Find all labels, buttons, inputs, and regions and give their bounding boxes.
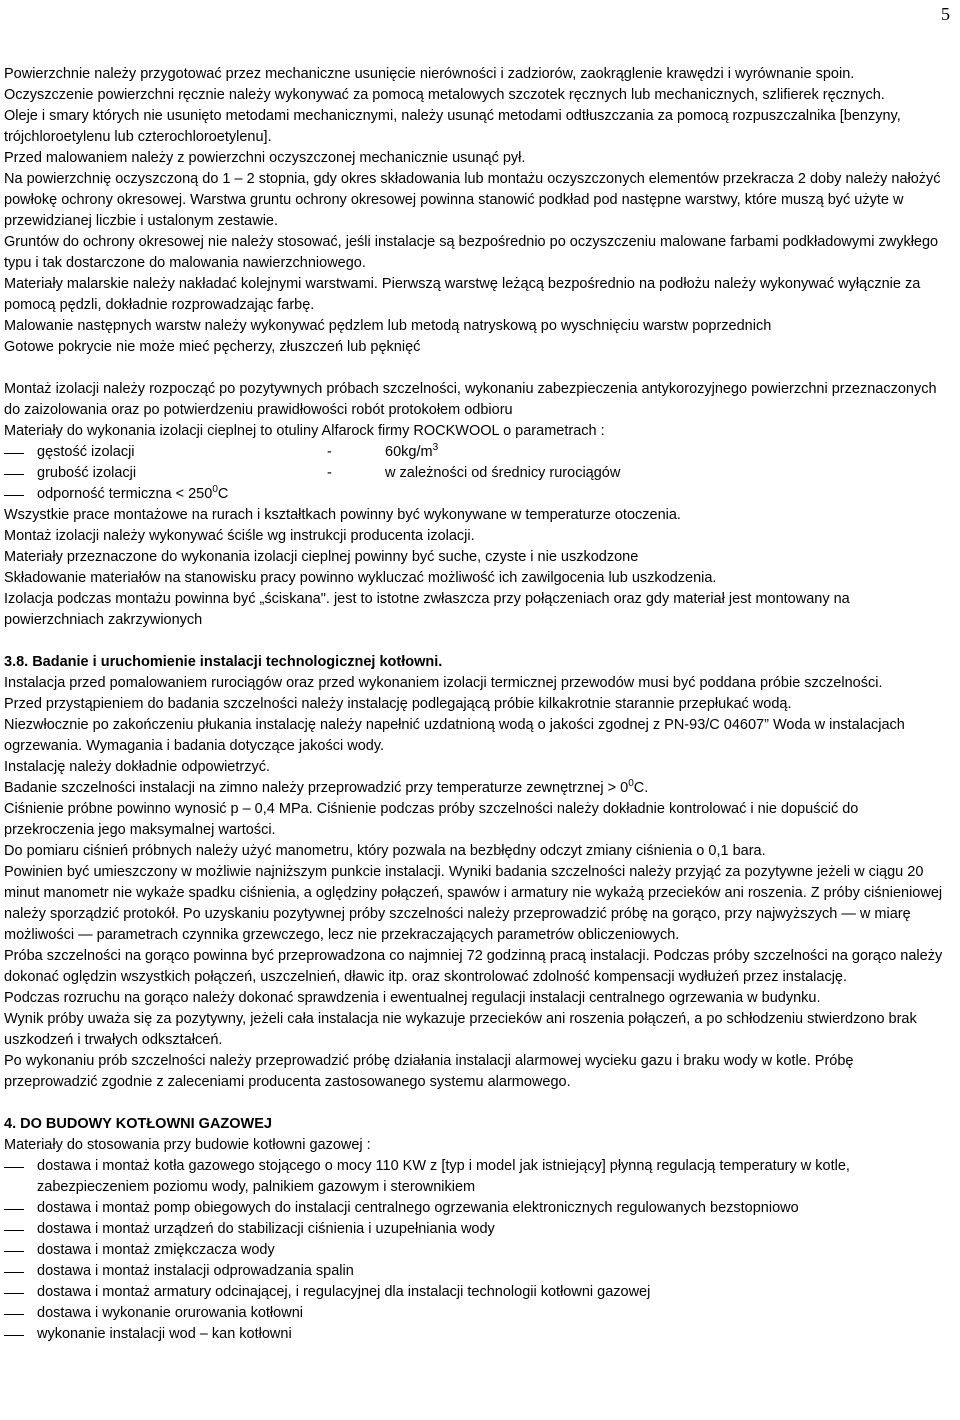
section-4 [4,1114,944,1345]
param-name: grubość izolacji [37,465,137,481]
spacer [4,358,944,379]
paragraph: Ciśnienie próbne powinno wynosić p – 0,4 MPa. Ciśnienie podczas próby szczelności należy dokładnie kontrolować i nie dopuścić do przekroczenia jego maksymalnej wartości. [4,801,859,838]
document-body [4,64,944,1345]
section-heading: 4. DO BUDOWY KOTŁOWNI GAZOWEJ [4,1116,272,1132]
param-superscript: 0 [212,484,218,496]
paragraph: Niezwłocznie po zakończeniu płukania instalację należy napełnić uzdatnioną wodą o jakości zgodnej z PN-93/C 04607” Woda w instalacjach ogrzewania. Wymagania i badania dotyczące jakości wody. [4,717,905,754]
paragraph: Powinien być umieszczony w możliwie najniższym punkcie instalacji. Wyniki badania szczelności należy przyjąć za pozytywne jeżeli w ciągu 20 minut manometr nie wykaże spadku ciśnienia, a oględziny połączeń, spawów i armatury nie wykażą przecieków ani roszenia. Z próby ciśnieniowej należy sporządzić protokół. Po uzyskaniu pozytywnej próby szczelności należy przeprowadzić próbę na gorąco, przy najwyższych — w miarę możliwości — parametrach czynnika grzewczego, lecz nie przekraczających parametrów obliczeniowych. [4,864,943,943]
paragraph: Próba szczelności na gorąco powinna być przeprowadzona co najmniej 72 godzinną pracą instalacji. Podczas próby szczelności na gorąco należy dokonać oględzin wszystkich połączeń, uszczelnień, dławic itp. oraz skontrolować zdolność kompensacji wydłużeń przez instalację. [4,948,943,985]
paragraph: Oczyszczenie powierzchni ręcznie należy wykonywać za pomocą metalowych szczotek ręcznych lub mechanicznych, szlifierek ręcznych. [4,87,885,103]
paragraph: Materiały przeznaczone do wykonania izolacji cieplnej powinny być suche, czyste i nie uszkodzone [4,549,639,565]
paragraph: Montaż izolacji należy wykonywać ściśle wg instrukcji producenta izolacji. [4,528,475,544]
spacer [4,1093,944,1114]
param-thermal [4,484,944,505]
insulation-section [4,379,944,631]
paragraph [4,778,944,799]
materials-list [4,1156,944,1345]
param-thickness [4,463,944,484]
paragraph: Przed malowaniem należy z powierzchni oczyszczonej mechanicznie usunąć pył. [4,150,526,166]
list-item: dostawa i montaż pomp obiegowych do instalacji centralnego ogrzewania elektronicznych regulowanych bezstopniowo [4,1198,944,1219]
list-item: dostawa i montaż kotła gazowego stojącego o mocy 110 KW z [typ i model jak istniejący] płynną regulacją temperatury w kotle, zabezpieczeniem poziomu wody, palnikiem gazowym i sterownikiem [4,1156,944,1198]
paragraph: Instalację należy dokładnie odpowietrzyć. [4,759,270,775]
paragraph: Gotowe pokrycie nie może mieć pęcherzy, złuszczeń lub pęknięć [4,339,421,355]
superscript: 0 [628,778,634,790]
test-temperature-text: Badanie szczelności instalacji na zimno należy przeprowadzić przy temperaturze zewnętrznej > 0 [4,780,629,796]
param-value: 60kg/m [385,444,433,460]
param-separator: - [327,444,332,460]
paragraph: Instalacja przed pomalowaniem rurociągów oraz przed wykonaniem izolacji termicznej przewodów musi być poddana próbie szczelności. [4,675,883,691]
section-3-8 [4,652,944,1093]
paragraph: Do pomiaru ciśnień próbnych należy użyć manometru, który pozwala na bezbłędny odczyt zmiany ciśnienia o 0,1 bara. [4,843,766,859]
page-number: 5 [941,4,950,24]
list-item: dostawa i montaż instalacji odprowadzania spalin [4,1261,944,1282]
section-heading: 3.8. Badanie i uruchomienie instalacji technologicznej kotłowni. [4,654,443,670]
paragraph: Składowanie materiałów na stanowisku pracy powinno wykluczać możliwość ich zawilgocenia lub uszkodzenia. [4,570,717,586]
surface-preparation-section [4,64,944,358]
param-separator: - [327,465,332,481]
paragraph: Na powierzchnię oczyszczoną do 1 – 2 stopnia, gdy okres składowania lub montażu oczyszczonych elementów przekracza 2 doby należy nałożyć powłokę ochrony okresowej. Warstwa gruntu ochrony okresowej powinna stanowić podkład pod następne warstwy, które muszą być użyte w przewidzianej liczbie i ustalonym zestawie. [4,171,941,229]
paragraph: Malowanie następnych warstw należy wykonywać pędzlem lub metodą natryskową po wyschnięciu warstw poprzednich [4,318,772,334]
list-item: dostawa i montaż zmiękczacza wody [4,1240,944,1261]
paragraph: Materiały do stosowania przy budowie kotłowni gazowej : [4,1137,371,1153]
param-name: gęstość izolacji [37,444,135,460]
paragraph: Wynik próby uważa się za pozytywny, jeżeli cała instalacja nie wykazuje przecieków ani roszenia połączeń, a po schłodzeniu stwierdzono brak uszkodzeń i trwałych odkształceń. [4,1011,917,1048]
paragraph: Oleje i smary których nie usunięto metodami mechanicznymi, należy usunąć metodami odtłuszczania za pomocą rozpuszczalnika [benzyny, trójchloroetylenu lub czterochloroetylenu]. [4,108,901,145]
test-temperature-unit: C. [633,780,649,796]
insulation-parameters [4,442,944,505]
list-item: dostawa i montaż urządzeń do stabilizacji ciśnienia i uzupełniania wody [4,1219,944,1240]
paragraph: Montaż izolacji należy rozpocząć po pozytywnych próbach szczelności, wykonaniu zabezpieczenia antykorozyjnego powierzchni przeznaczonych do zaizolowania oraz po potwierdzeniu prawidłowości robót protokołem odbioru [4,381,937,418]
param-superscript: 3 [432,442,439,454]
param-unit: C [217,486,229,502]
paragraph: Podczas rozruchu na gorąco należy dokonać sprawdzenia i ewentualnej regulacji instalacji centralnego ogrzewania w budynku. [4,990,821,1006]
list-item: dostawa i montaż armatury odcinającej, i regulacyjnej dla instalacji technologii kotłowni gazowej [4,1282,944,1303]
list-item: dostawa i wykonanie orurowania kotłowni [4,1303,944,1324]
paragraph: Przed przystąpieniem do badania szczelności należy instalację podlegającą próbie kilkakrotnie starannie przepłukać wodą. [4,696,792,712]
paragraph: Wszystkie prace montażowe na rurach i kształtkach powinny być wykonywane w temperaturze otoczenia. [4,507,681,523]
spacer [4,631,944,652]
paragraph: Gruntów do ochrony okresowej nie należy stosować, jeśli instalacje są bezpośrednio po oczyszczeniu malowane farbami podkładowymi zwykłego typu i tak dostarczone do malowania nawierzchniowego. [4,234,939,271]
param-value: w zależności od średnicy rurociągów [385,465,621,481]
paragraph: Po wykonaniu prób szczelności należy przeprowadzić próbę działania instalacji alarmowej wycieku gazu i braku wody w kotle. Próbę przeprowadzić zgodnie z zaleceniami producenta zastosowanego systemu alarmowego. [4,1053,854,1090]
paragraph: Izolacja podczas montażu powinna być „ściskana". jest to istotne zwłaszcza przy połączeniach oraz gdy materiał jest montowany na powierzchniach zakrzywionych [4,591,850,628]
paragraph: Powierzchnie należy przygotować przez mechaniczne usunięcie nierówności i zadziorów, zaokrąglenie krawędzi i wyrównanie spoin. [4,66,855,82]
paragraph: Materiały do wykonania izolacji cieplnej to otuliny Alfarock firmy ROCKWOOL o parametrach : [4,423,605,439]
list-item: wykonanie instalacji wod – kan kotłowni [4,1324,944,1345]
paragraph: Materiały malarskie należy nakładać kolejnymi warstwami. Pierwszą warstwę leżącą bezpośrednio na podłożu należy wykonywać wyłącznie za pomocą pędzli, dokładnie rozprowadzając farbę. [4,276,921,313]
param-text: odporność termiczna < 250 [37,486,213,502]
param-density [4,442,944,463]
